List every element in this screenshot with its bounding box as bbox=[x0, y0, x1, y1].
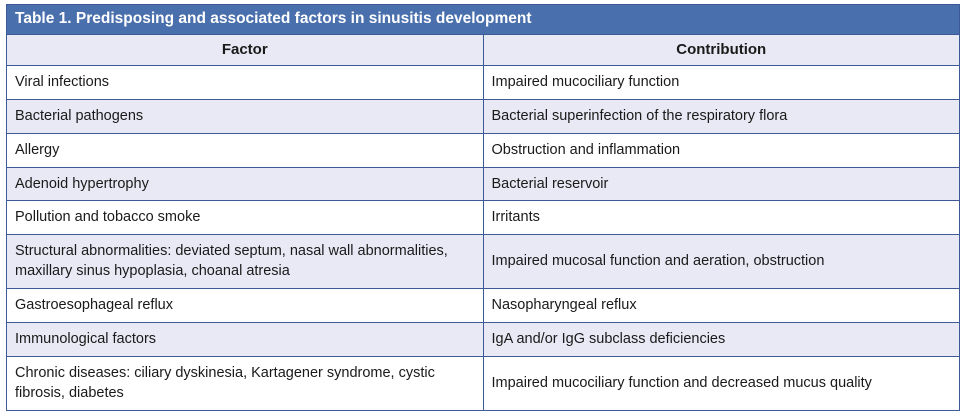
table-row bbox=[7, 66, 960, 100]
table-row bbox=[7, 99, 960, 133]
table-row bbox=[7, 201, 960, 235]
cell-factor: Bacterial pathogens bbox=[7, 99, 484, 133]
table-caption: Table 1. Predisposing and associated factors in sinusitis development bbox=[7, 5, 960, 35]
cell-contribution: Bacterial reservoir bbox=[483, 167, 960, 201]
cell-contribution: Bacterial superinfection of the respiratory flora bbox=[483, 99, 960, 133]
cell-factor: Gastroesophageal reflux bbox=[7, 289, 484, 323]
cell-contribution: Impaired mucociliary function bbox=[483, 66, 960, 100]
table-row bbox=[7, 323, 960, 357]
cell-factor: Adenoid hypertrophy bbox=[7, 167, 484, 201]
cell-factor: Pollution and tobacco smoke bbox=[7, 201, 484, 235]
cell-factor: Chronic diseases: ciliary dyskinesia, Kartagener syndrome, cystic fibrosis, diabetes bbox=[7, 357, 484, 411]
cell-contribution: Impaired mucociliary function and decreased mucus quality bbox=[483, 357, 960, 411]
cell-factor: Immunological factors bbox=[7, 323, 484, 357]
table-head bbox=[7, 5, 960, 66]
table-row bbox=[7, 133, 960, 167]
column-header-contribution: Contribution bbox=[483, 34, 960, 65]
cell-factor: Structural abnormalities: deviated septum, nasal wall abnormalities, maxillary sinus hypoplasia, choanal atresia bbox=[7, 235, 484, 289]
table-row bbox=[7, 235, 960, 289]
table-header-row bbox=[7, 34, 960, 65]
column-header-factor: Factor bbox=[7, 34, 484, 65]
cell-factor: Allergy bbox=[7, 133, 484, 167]
cell-contribution: IgA and/or IgG subclass deficiencies bbox=[483, 323, 960, 357]
predisposing-factors-table bbox=[6, 4, 960, 411]
cell-contribution: Irritants bbox=[483, 201, 960, 235]
table-body bbox=[7, 66, 960, 411]
cell-contribution: Impaired mucosal function and aeration, obstruction bbox=[483, 235, 960, 289]
table-row bbox=[7, 357, 960, 411]
cell-contribution: Obstruction and inflammation bbox=[483, 133, 960, 167]
cell-factor: Viral infections bbox=[7, 66, 484, 100]
table-row bbox=[7, 167, 960, 201]
table-row bbox=[7, 289, 960, 323]
cell-contribution: Nasopharyngeal reflux bbox=[483, 289, 960, 323]
table-caption-row bbox=[7, 5, 960, 35]
